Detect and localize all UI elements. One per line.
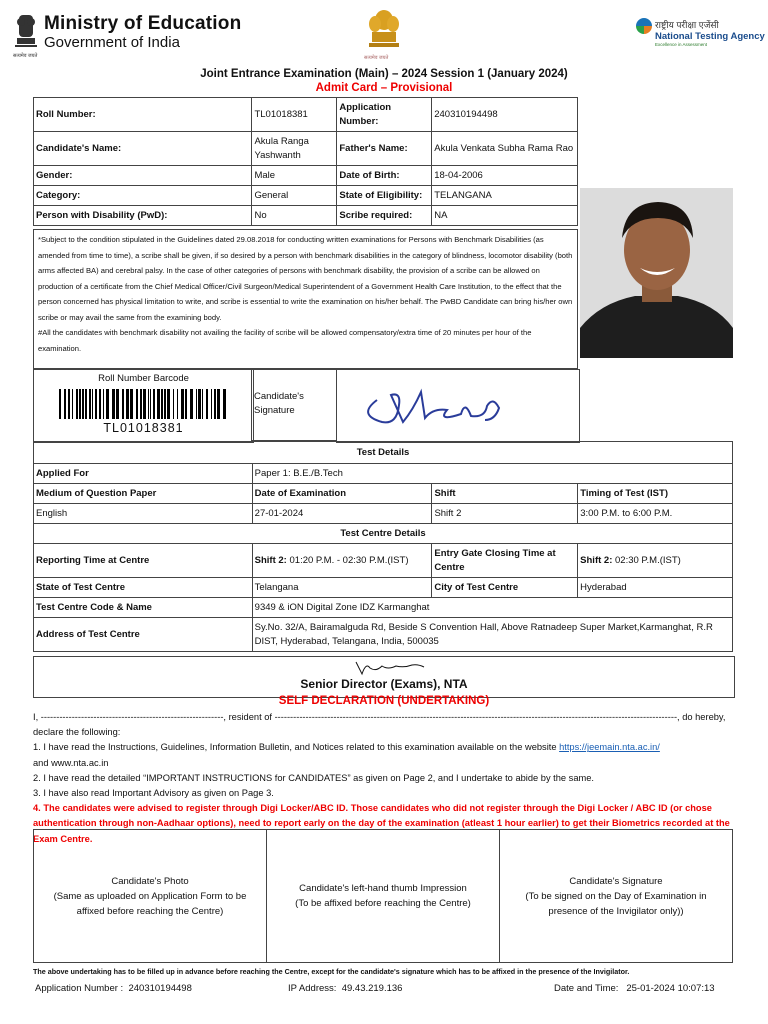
barcode-bar: [106, 389, 109, 419]
nta-english-name: National Testing Agency: [655, 31, 765, 42]
barcode-bar: [181, 389, 184, 419]
test-details-table: [33, 441, 733, 524]
scribe-label: Scribe required:: [337, 206, 432, 226]
gender-value: Male: [252, 166, 337, 186]
declaration-line-0: I, -----------------------------------------------------------, resident of ----------------------------------------------------------------------------------------------------------------------------------, do hereby, declare the following:: [33, 712, 726, 738]
barcode-bar: [76, 389, 78, 419]
shift-header: Shift: [432, 484, 578, 504]
government-name: Government of India: [44, 33, 180, 51]
gender-label: Gender:: [34, 166, 252, 186]
barcode-bar: [99, 389, 101, 419]
gate-closing-value: [578, 544, 733, 578]
scribe-value: NA: [432, 206, 578, 226]
barcode-bar: [177, 389, 178, 419]
photo-box-note: (Same as uploaded on Application Form to be affixed before reaching the Centre): [53, 890, 247, 917]
barcode-bar: [79, 389, 81, 419]
gate-closing-label: Entry Gate Closing Time at Centre: [432, 544, 578, 578]
sign-box-title: Candidate's Signature: [569, 875, 663, 887]
barcode-bar: [164, 389, 166, 419]
father-label: Father's Name:: [337, 132, 432, 166]
declaration-line-1b: and www.nta.ac.in: [33, 757, 109, 768]
state-eligibility-label: State of Eligibility:: [337, 186, 432, 206]
ministry-logo: [13, 12, 242, 59]
barcode-cell: [33, 369, 254, 443]
shift-value: Shift 2: [432, 504, 578, 524]
pwd-value: No: [252, 206, 337, 226]
jeemain-website-link[interactable]: https://jeemain.nta.ac.in/: [559, 742, 660, 753]
declaration-line-3: 3. I have also read Important Advisory as given on Page 3.: [33, 788, 274, 799]
barcode-bar: [198, 389, 201, 419]
test-centre-table: [33, 523, 733, 652]
footer-ip-label: IP Address:: [288, 983, 337, 994]
candidate-info-table: [33, 97, 578, 226]
app-number-value: 240310194498: [432, 98, 578, 132]
applied-for-label: Applied For: [34, 464, 253, 484]
test-centre-heading: Test Centre Details: [34, 524, 733, 544]
national-emblem-icon: [367, 8, 401, 56]
footer-ip-value: 49.43.219.136: [341, 983, 403, 994]
declaration-line-1-text: 1. I have read the Instructions, Guidelines, Information Bulletin, and Notices related to this examination available on the website: [33, 742, 560, 753]
signature-label: Candidate's Signature: [251, 369, 337, 441]
footer-dt-label: Date and Time:: [554, 983, 619, 994]
name-value: Akula Ranga Yashwanth: [252, 132, 337, 166]
thumb-impression-box: [267, 829, 500, 963]
barcode-bar: [185, 389, 187, 419]
timing-value: 3:00 P.M. to 6:00 P.M.: [578, 504, 733, 524]
applied-for-value: Paper 1: B.E./B.Tech: [252, 464, 732, 484]
barcode-bar: [150, 389, 151, 419]
gate-closing-text: 02:30 P.M.(IST): [612, 554, 681, 566]
roll-value: TL01018381: [252, 98, 337, 132]
centre-state-label: State of Test Centre: [34, 578, 253, 598]
candidate-signature-box: [500, 829, 733, 963]
centre-address-label: Address of Test Centre: [34, 618, 253, 652]
centre-code-value: 9349 & iON Digital Zone IDZ Karmanghat: [252, 598, 732, 618]
roll-label: Roll Number:: [34, 98, 252, 132]
barcode-bar: [202, 389, 203, 419]
barcode-label: Roll Number Barcode: [98, 373, 189, 384]
barcode-bar: [85, 389, 87, 419]
reporting-time-label: Reporting Time at Centre: [34, 544, 253, 578]
thumb-box-note: (To be affixed before reaching the Centre): [295, 898, 471, 909]
timing-header: Timing of Test (IST): [578, 484, 733, 504]
barcode-bar: [153, 389, 155, 419]
footer-ip-address: [288, 983, 402, 994]
barcode-bar: [92, 389, 93, 419]
sign-box-note: (To be signed on the Day of Examination in presence of the Invigilator only)): [525, 890, 707, 917]
app-number-label: Application Number:: [337, 98, 432, 132]
nta-logo: [636, 18, 765, 47]
admit-card-title: Admit Card – Provisional: [315, 82, 453, 94]
barcode-bar: [136, 389, 138, 419]
note-paragraph-1: *Subject to the condition stipulated in the Guidelines dated 29.08.2018 for conducting written examinations for Persons with Benchmark Disabilities (as amended from time to time), a scribe shall be given, if so desired by a person with benchmark disabilities in the category of blindness, locomotor disability (both arms affected BA) and cerebral palsy. In the case of other categories of persons with benchmark disability, the provision of a scribe can be allowed on production of a certificate from the Chief Medical Officer/Civil Surgeon/Medical Superintendent of a Government Health Care Institution, to the effect that the person concerned has physical limitation to write, and scribe is essential to write the examination on his/her behalf. The PwBD Candidate can bring his/her own scribe or may avail the same from the examining body.: [38, 235, 573, 322]
footer-date-time: [554, 983, 715, 994]
barcode-bar: [211, 389, 212, 419]
candidate-photo-box: [33, 829, 267, 963]
barcode-bar: [82, 389, 84, 419]
pwd-scribe-note: [33, 229, 578, 369]
self-declaration-heading: SELF DECLARATION (UNDERTAKING): [278, 695, 490, 707]
roll-number-barcode: [59, 389, 229, 419]
barcode-bar: [103, 389, 104, 419]
medium-value: English: [34, 504, 253, 524]
barcode-bar: [64, 389, 66, 419]
centre-city-value: Hyderabad: [578, 578, 733, 598]
barcode-bar: [143, 389, 146, 419]
footer-application-number: [35, 983, 192, 994]
medium-header: Medium of Question Paper: [34, 484, 253, 504]
barcode-bar: [214, 389, 216, 419]
photo-box-title: Candidate's Photo: [111, 875, 189, 887]
exam-title: Joint Entrance Examination (Main) – 2024 Session 1 (January 2024): [200, 68, 568, 80]
barcode-bar: [116, 389, 119, 419]
category-label: Category:: [34, 186, 252, 206]
barcode-bar: [196, 389, 197, 419]
ashoka-emblem-icon: [14, 12, 38, 52]
undertaking-footnote: The above undertaking has to be filled up in advance before reaching the Centre, except for the candidate's signature which has to be affixed in the presence of the Invigilator.: [33, 967, 630, 976]
barcode-bar: [167, 389, 170, 419]
candidate-photo-image: [580, 188, 733, 358]
barcode-bar: [223, 389, 226, 419]
nta-hindi-name: राष्ट्रीय परीक्षा एजेंसी: [655, 20, 719, 30]
barcode-bar: [157, 389, 160, 419]
state-eligibility-value: TELANGANA: [432, 186, 578, 206]
senior-director-block: [33, 656, 735, 698]
footer-dt-value: 25-01-2024 10:07:13: [626, 983, 715, 994]
dob-label: Date of Birth:: [337, 166, 432, 186]
barcode-bar: [68, 389, 70, 419]
pwd-label: Person with Disability (PwD):: [34, 206, 252, 226]
father-value: Akula Venkata Subha Rama Rao: [432, 132, 578, 166]
director-signature-icon: [352, 658, 432, 678]
footer-app-value: 240310194498: [128, 983, 192, 994]
barcode-bar: [95, 389, 97, 419]
declaration-line-4-number: 4.: [33, 803, 44, 814]
test-details-heading: Test Details: [34, 442, 733, 464]
declaration-line-4-text: The candidates were advised to register through Digi Locker/ABC ID. Those candidates who did not register through the Digi Locker / ABC ID (or chose authentication through non-Aadhaar options), need to report early on the day of the examination (atleast 1 hour earlier) to get their Biometrics recorded at the Exam Centre.: [33, 803, 730, 844]
barcode-bar: [126, 389, 129, 419]
barcode-bar: [112, 389, 115, 419]
category-value: General: [252, 186, 337, 206]
centre-state-value: Telangana: [252, 578, 432, 598]
footer-app-label: Application Number :: [35, 983, 124, 994]
barcode-bar: [59, 389, 61, 419]
exam-date-header: Date of Examination: [252, 484, 432, 504]
candidate-signature-image: [336, 369, 580, 443]
barcode-bar: [161, 389, 163, 419]
declaration-line-2: 2. I have read the detailed “IMPORTANT INSTRUCTIONS for CANDIDATES” as given on Page 2, and I undertake to abide by the same.: [33, 772, 594, 783]
senior-director-title: Senior Director (Exams), NTA: [300, 677, 468, 691]
declaration-line-1: [33, 740, 738, 755]
reporting-shift-label: Shift 2:: [254, 554, 287, 566]
centre-address-value: Sy.No. 32/A, Bairamalguda Rd, Beside S Convention Hall, Above Ratnadeep Super Market,Karmanghat, R.R DIST, Hyderabad, Telangana, India, 500035: [252, 618, 732, 652]
exam-date-value: 27-01-2024: [252, 504, 432, 524]
signature-icon: [337, 370, 579, 442]
note-paragraph-2: #All the candidates with benchmark disability not availing the facility of scribe will be allowed compensatory/extra time of 20 minutes per hour of the examination.: [38, 328, 532, 353]
barcode-bar: [130, 389, 133, 419]
barcode-bar: [122, 389, 124, 419]
barcode-bar: [190, 389, 193, 419]
undertaking-boxes: [33, 829, 733, 963]
name-label: Candidate's Name:: [34, 132, 252, 166]
barcode-bar: [72, 389, 73, 419]
nta-swirl-icon: [636, 18, 652, 34]
centre-code-label: Test Centre Code & Name: [34, 598, 253, 618]
thumb-box-title: Candidate's left-hand thumb Impression: [299, 883, 467, 894]
ministry-name: Ministry of Education: [44, 12, 242, 34]
barcode-bar: [217, 389, 220, 419]
candidate-photo: [580, 188, 733, 358]
motto-text: सत्यमेव जयते: [13, 53, 38, 59]
barcode-bar: [206, 389, 208, 419]
self-declaration-body: [33, 710, 738, 847]
nta-tagline: Excellence in Assessment: [655, 42, 708, 47]
emblem-caption: सत्यमेव जयते: [364, 55, 389, 61]
barcode-bar: [140, 389, 142, 419]
gate-shift-label: Shift 2:: [580, 554, 613, 566]
dob-value: 18-04-2006: [432, 166, 578, 186]
barcode-bar: [89, 389, 91, 419]
barcode-bar: [148, 389, 149, 419]
reporting-time-value: [252, 544, 432, 578]
barcode-text: TL01018381: [103, 421, 184, 435]
barcode-bar: [173, 389, 174, 419]
reporting-time-text: 01:20 P.M. - 02:30 P.M.(IST): [286, 554, 409, 566]
centre-city-label: City of Test Centre: [432, 578, 578, 598]
